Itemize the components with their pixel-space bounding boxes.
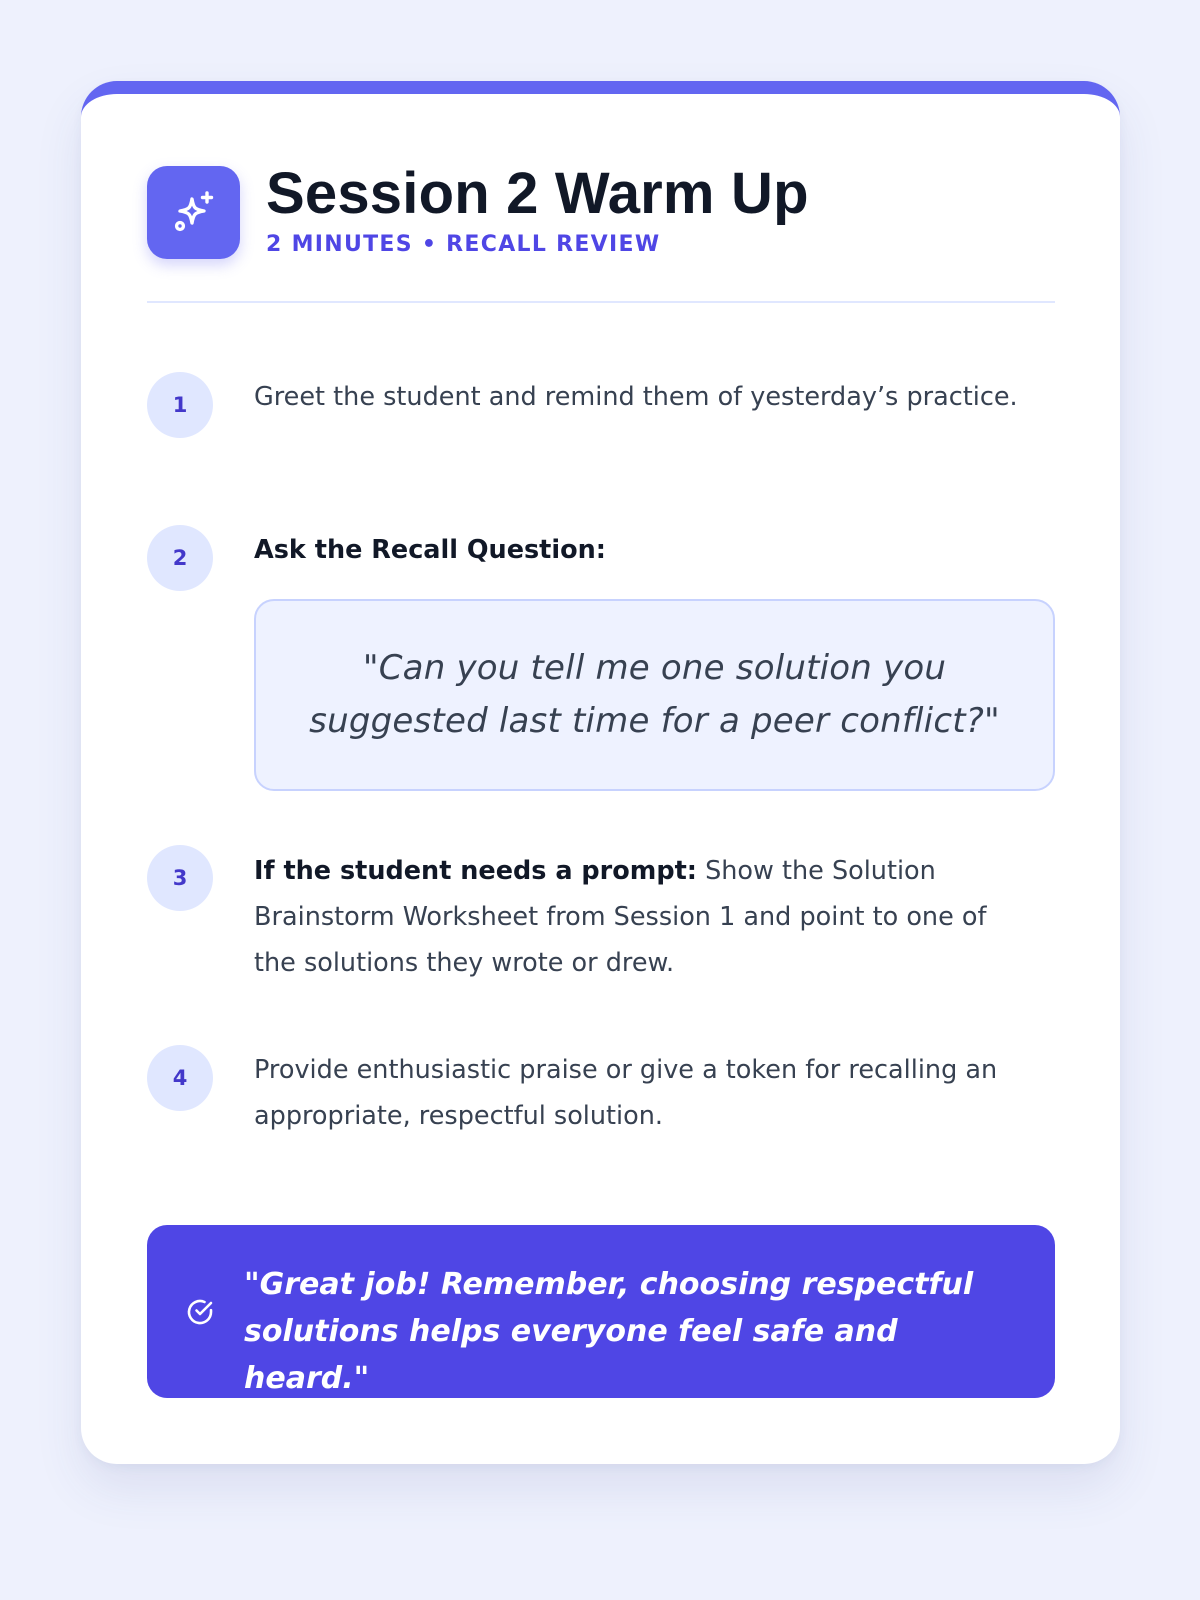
card-header xyxy=(147,161,1055,264)
check-circle-icon xyxy=(185,1297,215,1327)
page-title: Session 2 Warm Up xyxy=(266,161,809,226)
step-number-badge: 1 xyxy=(147,372,213,438)
recall-question-box xyxy=(254,599,1055,791)
step-4-text: Provide enthusiastic praise or give a token for recalling an appropriate, respectful solution. xyxy=(254,1055,998,1131)
step-3-body: Show the Solution Brainstorm Worksheet from Session 1 and point to one of the solutions they wrote or drew. xyxy=(254,856,987,978)
page-subtitle: 2 MINUTES • RECALL REVIEW xyxy=(266,232,661,257)
step-3-text xyxy=(254,848,1034,986)
step-3-bold-prefix: If the student needs a prompt: xyxy=(254,856,697,886)
step-2-heading: Ask the Recall Question: xyxy=(254,535,606,565)
step-1-text: Greet the student and remind them of yesterday’s practice. xyxy=(254,382,1018,412)
recall-question-text: "Can you tell me one solution you suggested last time for a peer conflict?" xyxy=(309,648,1000,741)
warm-up-card xyxy=(81,81,1120,1464)
header-divider xyxy=(147,301,1055,303)
step-number-badge: 4 xyxy=(147,1045,213,1111)
step-number-badge: 2 xyxy=(147,525,213,591)
praise-banner-text: "Great job! Remember, choosing respectful solutions helps everyone feel safe and heard." xyxy=(244,1267,974,1396)
step-number-badge: 3 xyxy=(147,845,213,911)
sparkles-icon xyxy=(147,166,240,259)
praise-banner xyxy=(147,1225,1055,1398)
